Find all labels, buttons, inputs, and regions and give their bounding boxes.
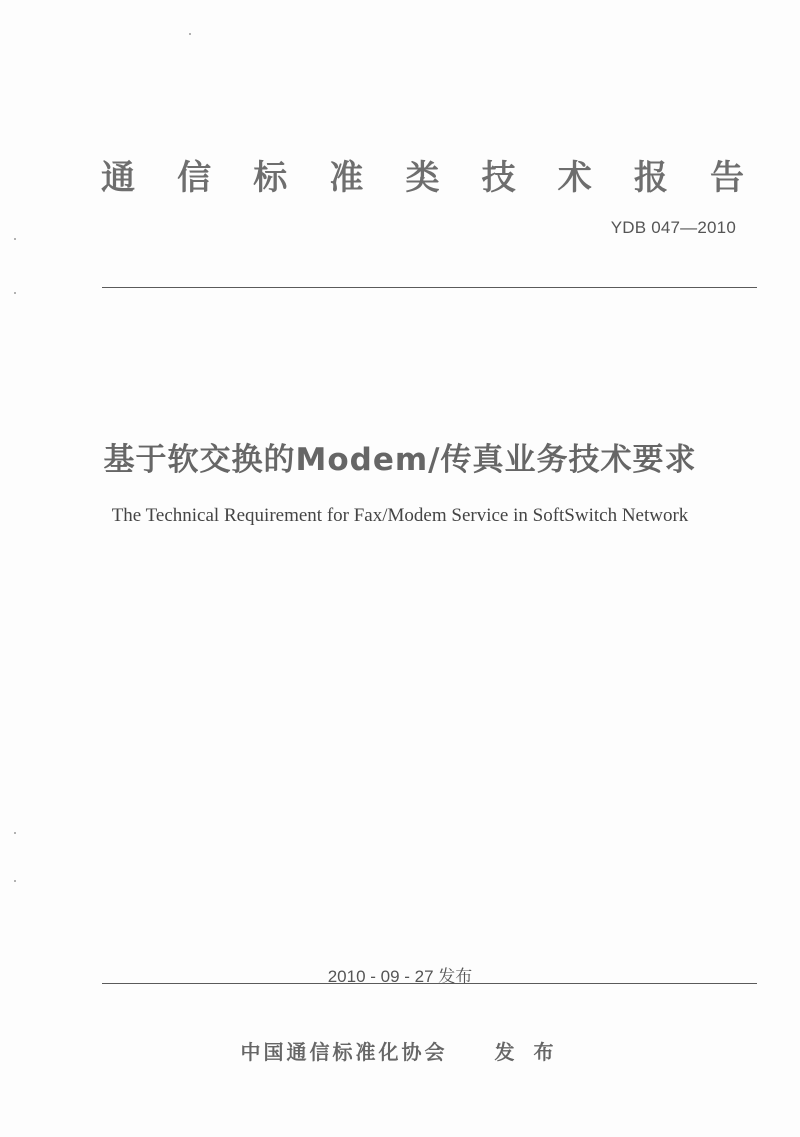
scan-speck [14, 832, 16, 834]
report-series-title [100, 150, 745, 199]
scan-speck [14, 880, 16, 882]
series-title-char: 信 [177, 158, 212, 198]
series-title-char: 准 [329, 158, 364, 198]
publisher-name: 中国通信标准化协会 [240, 1040, 448, 1064]
scan-speck [14, 238, 16, 240]
footer-divider [102, 983, 757, 984]
series-title-char: 报 [633, 158, 668, 198]
series-title-char: 标 [253, 158, 288, 198]
series-title-char: 类 [405, 158, 440, 198]
issue-date: 2010 - 09 - 27 发布 [327, 967, 473, 986]
document-code: YDB 047—2010 [610, 218, 736, 237]
document-title-en: The Technical Requirement for Fax/Modem Service in SoftSwitch Network [111, 505, 689, 526]
series-title-char: 告 [710, 158, 744, 198]
series-title-char: 技 [481, 158, 516, 198]
header-divider [102, 287, 757, 288]
scan-speck [14, 292, 16, 294]
series-title-char: 术 [557, 158, 592, 198]
publisher-line [0, 1036, 800, 1065]
publish-label: 发 布 [494, 1040, 560, 1064]
series-title-char: 通 [101, 158, 135, 198]
scan-speck [189, 33, 191, 35]
document-title-cn: 基于软交换的Modem/传真业务技术要求 [103, 442, 697, 478]
